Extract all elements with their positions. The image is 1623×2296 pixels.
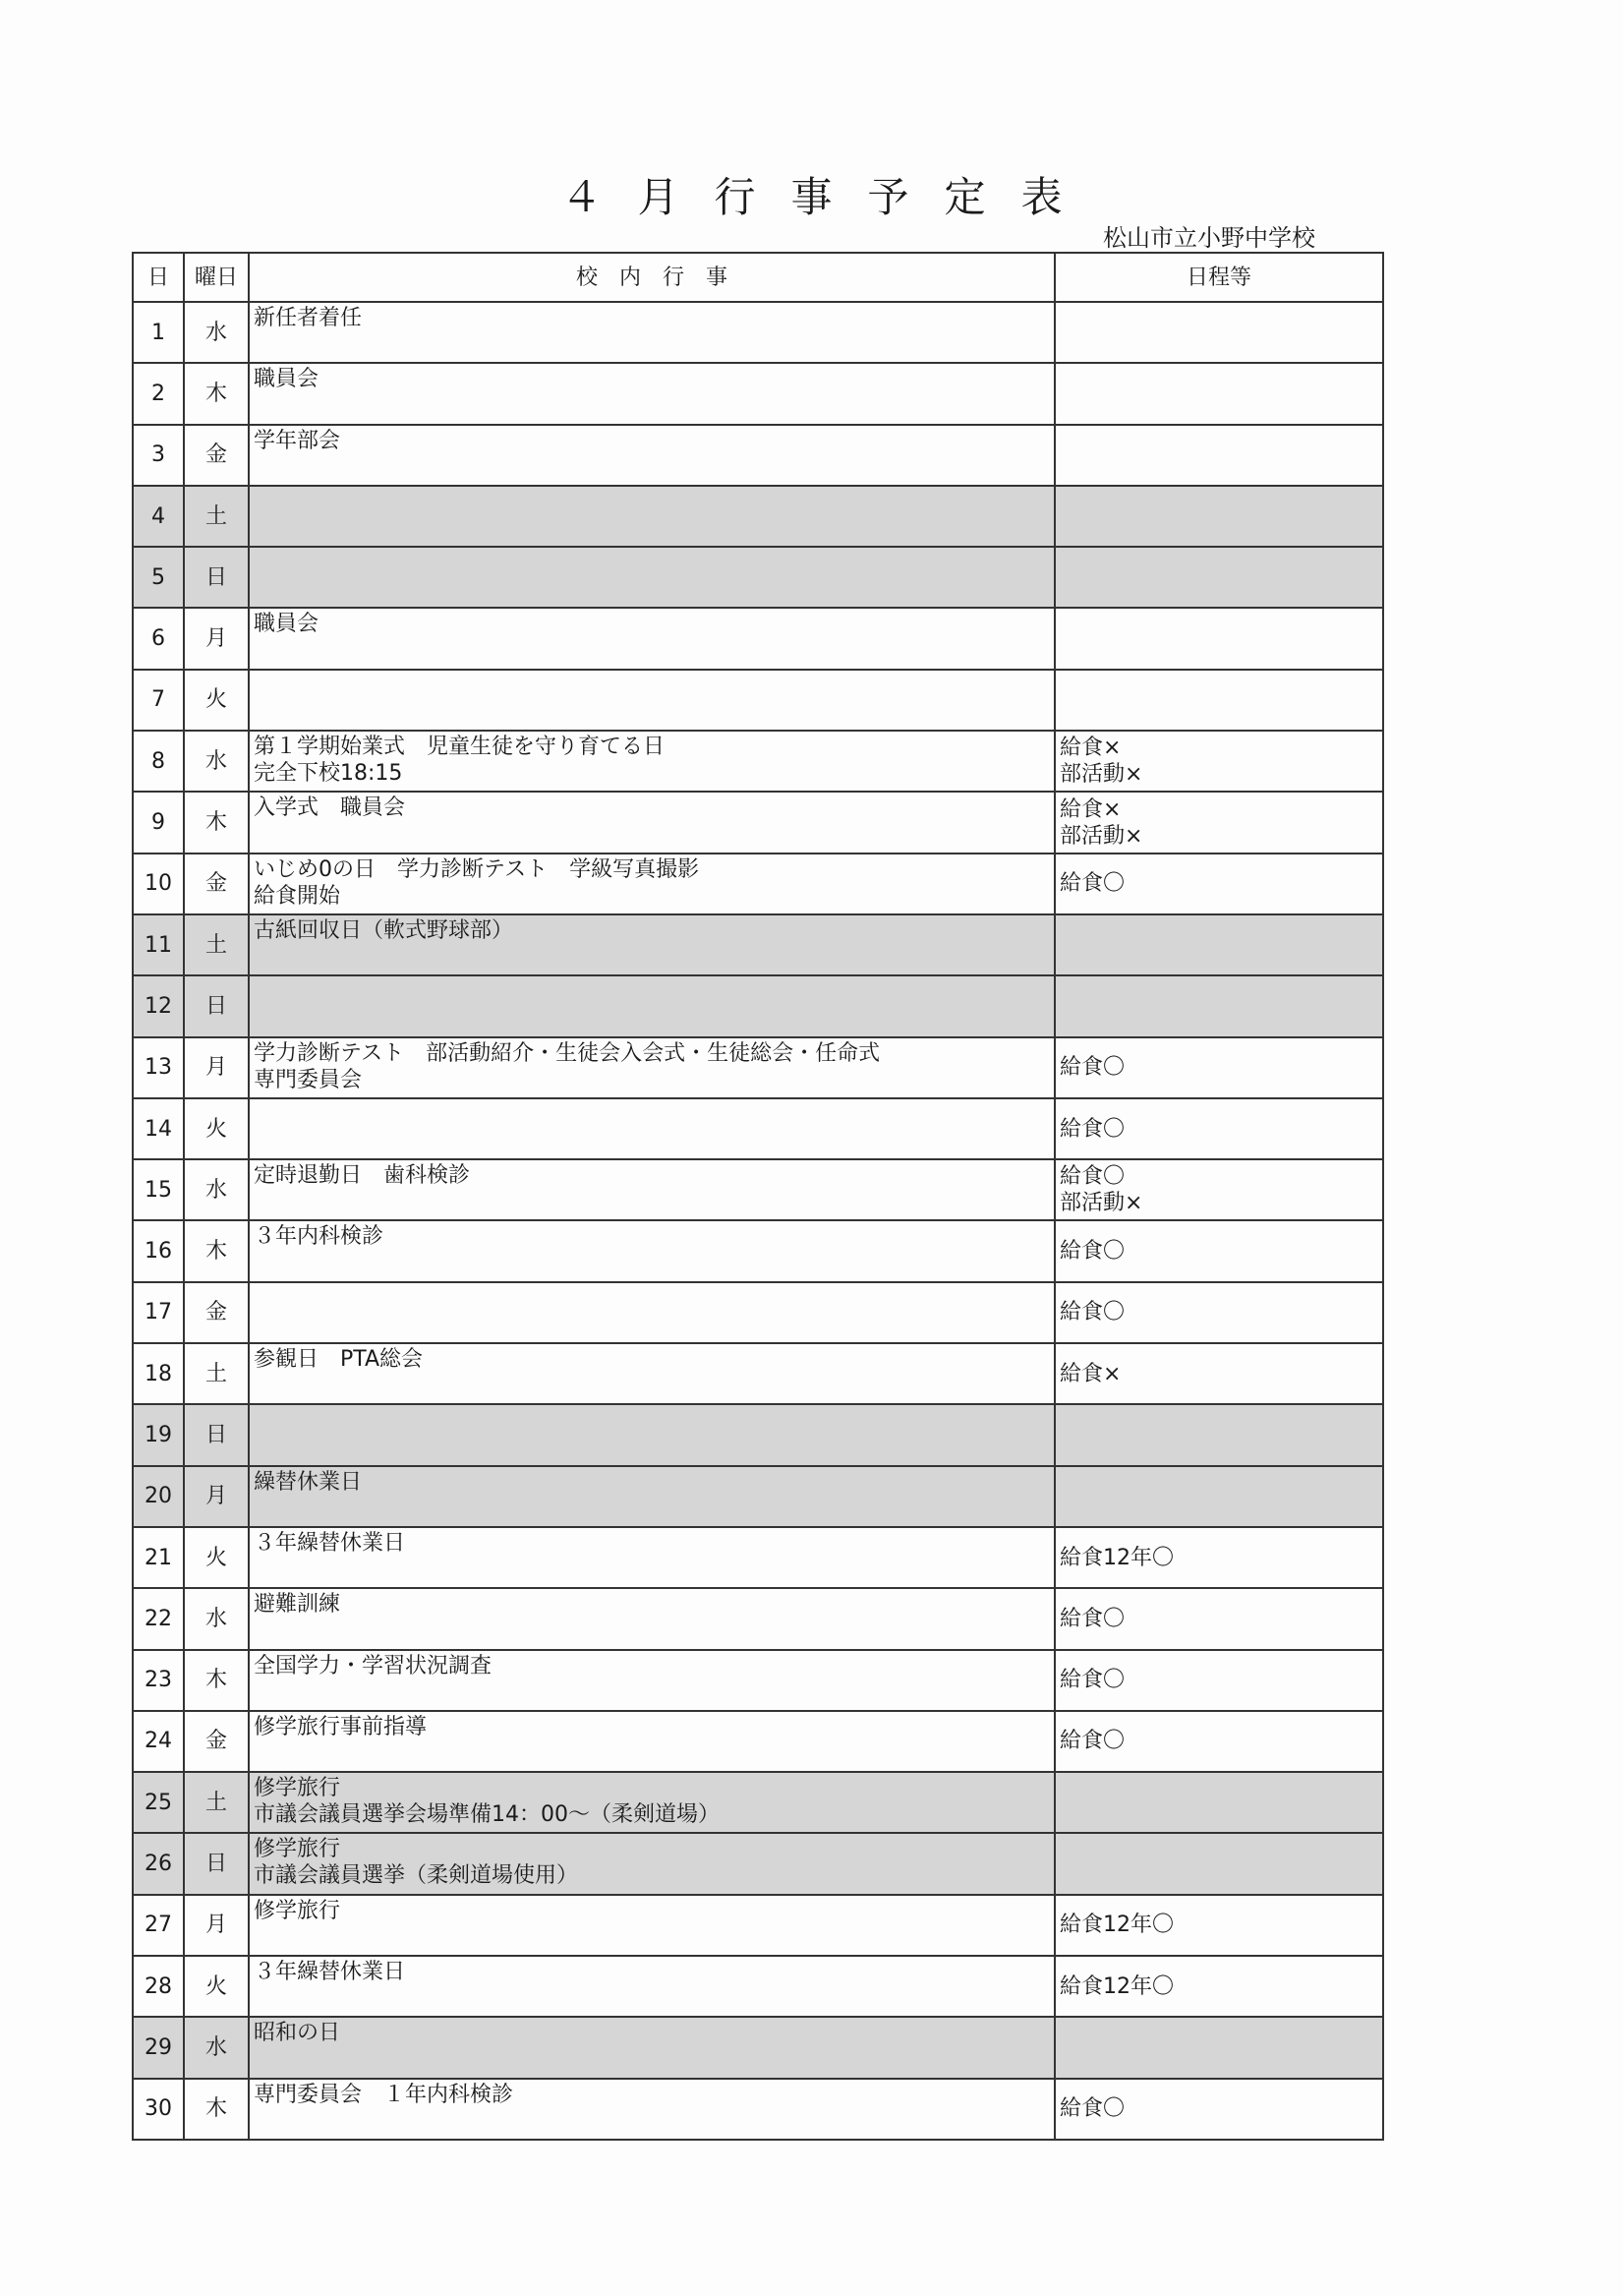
weekday-cell: 木 — [184, 363, 249, 424]
notes-cell — [1055, 1772, 1383, 1833]
events-cell — [249, 547, 1055, 608]
events-cell: 全国学力・学習状況調査 — [249, 1650, 1055, 1711]
table-row — [133, 914, 1383, 975]
day-cell: 4 — [133, 486, 184, 547]
weekday-cell: 水 — [184, 1159, 249, 1220]
day-cell: 18 — [133, 1343, 184, 1404]
table-row — [133, 854, 1383, 914]
day-cell: 11 — [133, 914, 184, 975]
notes-cell: 給食〇 — [1055, 1650, 1383, 1711]
table-row — [133, 670, 1383, 731]
weekday-cell: 金 — [184, 425, 249, 486]
events-cell: 定時退勤日 歯科検診 — [249, 1159, 1055, 1220]
weekday-cell: 土 — [184, 914, 249, 975]
events-cell: 修学旅行 市議会議員選挙（柔剣道場使用） — [249, 1833, 1055, 1894]
events-cell: 学力診断テスト 部活動紹介・生徒会入会式・生徒総会・任命式 専門委員会 — [249, 1037, 1055, 1098]
table-row — [133, 302, 1383, 363]
notes-cell: 給食× — [1055, 1343, 1383, 1404]
table-row — [133, 2017, 1383, 2078]
weekday-cell: 水 — [184, 2017, 249, 2078]
weekday-cell: 月 — [184, 1895, 249, 1956]
events-cell — [249, 1404, 1055, 1465]
day-cell: 12 — [133, 975, 184, 1036]
day-cell: 3 — [133, 425, 184, 486]
table-row — [133, 792, 1383, 853]
day-cell: 27 — [133, 1895, 184, 1956]
header-day: 日 — [133, 253, 184, 302]
table-row — [133, 1343, 1383, 1404]
events-cell: いじめ0の日 学力診断テスト 学級写真撮影 給食開始 — [249, 854, 1055, 914]
day-cell: 24 — [133, 1711, 184, 1772]
day-cell: 7 — [133, 670, 184, 731]
notes-cell: 給食〇 — [1055, 1282, 1383, 1343]
notes-cell — [1055, 1466, 1383, 1527]
table-row — [133, 1159, 1383, 1220]
notes-cell: 給食〇 — [1055, 1220, 1383, 1281]
events-cell: 修学旅行 市議会議員選挙会場準備14：00～（柔剣道場） — [249, 1772, 1055, 1833]
notes-cell: 給食〇 — [1055, 1588, 1383, 1649]
day-cell: 1 — [133, 302, 184, 363]
weekday-cell: 木 — [184, 2079, 249, 2140]
events-cell: 職員会 — [249, 608, 1055, 669]
notes-cell — [1055, 975, 1383, 1036]
notes-cell — [1055, 1833, 1383, 1894]
day-cell: 2 — [133, 363, 184, 424]
notes-cell: 給食〇 部活動× — [1055, 1159, 1383, 1220]
day-cell: 20 — [133, 1466, 184, 1527]
day-cell: 28 — [133, 1956, 184, 2017]
table-row — [133, 1404, 1383, 1465]
day-cell: 8 — [133, 731, 184, 792]
weekday-cell: 火 — [184, 670, 249, 731]
notes-cell: 給食12年〇 — [1055, 1956, 1383, 2017]
table-row — [133, 1833, 1383, 1894]
events-cell — [249, 1098, 1055, 1159]
events-cell — [249, 670, 1055, 731]
schedule-table — [132, 252, 1384, 2141]
notes-cell — [1055, 914, 1383, 975]
table-row — [133, 1282, 1383, 1343]
notes-cell — [1055, 547, 1383, 608]
notes-cell — [1055, 486, 1383, 547]
table-row — [133, 731, 1383, 792]
day-cell: 22 — [133, 1588, 184, 1649]
events-cell: 修学旅行 — [249, 1895, 1055, 1956]
weekday-cell: 水 — [184, 731, 249, 792]
day-cell: 14 — [133, 1098, 184, 1159]
day-cell: 30 — [133, 2079, 184, 2140]
table-row — [133, 608, 1383, 669]
notes-cell — [1055, 1404, 1383, 1465]
events-cell — [249, 486, 1055, 547]
notes-cell: 給食× 部活動× — [1055, 731, 1383, 792]
weekday-cell: 木 — [184, 792, 249, 853]
notes-cell — [1055, 425, 1383, 486]
header-events: 校 内 行 事 — [249, 253, 1055, 302]
table-header-row — [133, 253, 1383, 302]
weekday-cell: 金 — [184, 1282, 249, 1343]
events-cell: 古紙回収日（軟式野球部） — [249, 914, 1055, 975]
events-cell: ３年繰替休業日 — [249, 1956, 1055, 2017]
day-cell: 29 — [133, 2017, 184, 2078]
events-cell: 昭和の日 — [249, 2017, 1055, 2078]
day-cell: 9 — [133, 792, 184, 853]
weekday-cell: 水 — [184, 1588, 249, 1649]
day-cell: 13 — [133, 1037, 184, 1098]
events-cell: 避難訓練 — [249, 1588, 1055, 1649]
table-row — [133, 425, 1383, 486]
table-row — [133, 547, 1383, 608]
events-cell: 参観日 PTA総会 — [249, 1343, 1055, 1404]
weekday-cell: 金 — [184, 1711, 249, 1772]
day-cell: 26 — [133, 1833, 184, 1894]
weekday-cell: 土 — [184, 1772, 249, 1833]
table-row — [133, 2079, 1383, 2140]
table-row — [133, 1956, 1383, 2017]
weekday-cell: 火 — [184, 1527, 249, 1588]
events-cell: 新任者着任 — [249, 302, 1055, 363]
events-cell — [249, 1282, 1055, 1343]
table-row — [133, 1895, 1383, 1956]
events-cell: ３年内科検診 — [249, 1220, 1055, 1281]
header-notes: 日程等 — [1055, 253, 1383, 302]
table-row — [133, 1711, 1383, 1772]
schedule-rows — [133, 302, 1383, 2140]
weekday-cell: 火 — [184, 1956, 249, 2017]
weekday-cell: 土 — [184, 486, 249, 547]
day-cell: 6 — [133, 608, 184, 669]
weekday-cell: 日 — [184, 975, 249, 1036]
day-cell: 5 — [133, 547, 184, 608]
notes-cell — [1055, 302, 1383, 363]
events-cell: 専門委員会 １年内科検診 — [249, 2079, 1055, 2140]
table-row — [133, 1772, 1383, 1833]
table-row — [133, 1650, 1383, 1711]
events-cell: 修学旅行事前指導 — [249, 1711, 1055, 1772]
events-cell: 第１学期始業式 児童生徒を守り育てる日 完全下校18:15 — [249, 731, 1055, 792]
weekday-cell: 木 — [184, 1220, 249, 1281]
events-cell: 学年部会 — [249, 425, 1055, 486]
weekday-cell: 日 — [184, 547, 249, 608]
notes-cell: 給食12年〇 — [1055, 1527, 1383, 1588]
weekday-cell: 月 — [184, 1466, 249, 1527]
table-row — [133, 1037, 1383, 1098]
events-cell: 繰替休業日 — [249, 1466, 1055, 1527]
day-cell: 21 — [133, 1527, 184, 1588]
notes-cell — [1055, 608, 1383, 669]
weekday-cell: 日 — [184, 1833, 249, 1894]
notes-cell — [1055, 670, 1383, 731]
table-row — [133, 1466, 1383, 1527]
notes-cell — [1055, 2017, 1383, 2078]
day-cell: 23 — [133, 1650, 184, 1711]
notes-cell: 給食〇 — [1055, 1711, 1383, 1772]
day-cell: 25 — [133, 1772, 184, 1833]
events-cell — [249, 975, 1055, 1036]
notes-cell: 給食12年〇 — [1055, 1895, 1383, 1956]
weekday-cell: 日 — [184, 1404, 249, 1465]
table-row — [133, 486, 1383, 547]
events-cell: ３年繰替休業日 — [249, 1527, 1055, 1588]
weekday-cell: 金 — [184, 854, 249, 914]
table-row — [133, 1098, 1383, 1159]
school-name: 松山市立小野中学校 — [1103, 224, 1315, 252]
day-cell: 10 — [133, 854, 184, 914]
day-cell: 17 — [133, 1282, 184, 1343]
weekday-cell: 月 — [184, 608, 249, 669]
page-title: ４月行事予定表 — [560, 173, 1098, 221]
table-row — [133, 1220, 1383, 1281]
notes-cell: 給食〇 — [1055, 1098, 1383, 1159]
weekday-cell: 火 — [184, 1098, 249, 1159]
events-cell: 職員会 — [249, 363, 1055, 424]
weekday-cell: 月 — [184, 1037, 249, 1098]
table-row — [133, 1527, 1383, 1588]
header-dow: 曜日 — [184, 253, 249, 302]
notes-cell: 給食〇 — [1055, 854, 1383, 914]
table-row — [133, 1588, 1383, 1649]
notes-cell: 給食〇 — [1055, 1037, 1383, 1098]
weekday-cell: 水 — [184, 302, 249, 363]
notes-cell — [1055, 363, 1383, 424]
weekday-cell: 土 — [184, 1343, 249, 1404]
notes-cell: 給食〇 — [1055, 2079, 1383, 2140]
events-cell: 入学式 職員会 — [249, 792, 1055, 853]
table-row — [133, 363, 1383, 424]
day-cell: 15 — [133, 1159, 184, 1220]
notes-cell: 給食× 部活動× — [1055, 792, 1383, 853]
weekday-cell: 木 — [184, 1650, 249, 1711]
day-cell: 16 — [133, 1220, 184, 1281]
table-row — [133, 975, 1383, 1036]
day-cell: 19 — [133, 1404, 184, 1465]
